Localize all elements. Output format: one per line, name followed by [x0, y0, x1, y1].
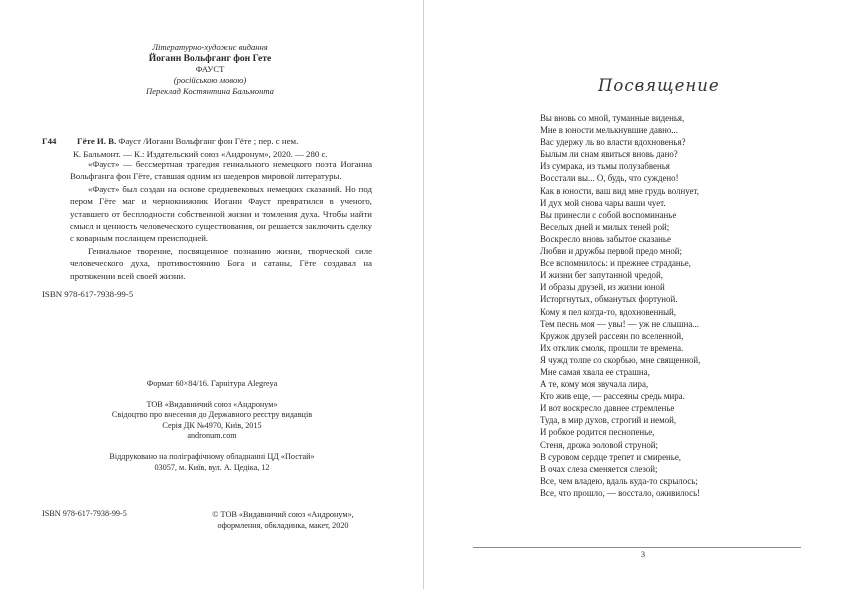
annotation-paragraph-3: Гениальное творение, посвященное познанию жизни, творческой силе человеческого духа, противостоянию Бога и сатаны, Гёте создавал на протяжении всей своей жизни. [70, 245, 372, 281]
classification-code: Г44 [42, 136, 57, 146]
poem-line: А те, кому моя звучала лира, [540, 379, 649, 390]
poem-line: Кому я пел когда-то, вдохновенный, [540, 306, 677, 317]
poem-line: Восстали вы... О, будь, что суждено! [540, 173, 679, 184]
poem-line: В суровом сердце трепет и смиренье, [540, 451, 681, 462]
poem-line: Из сумрака, из тьмы полузабвенья [540, 161, 670, 172]
poem-line: Я чужд толпе со скорбью, мне священной, [540, 354, 701, 365]
poem-line: В очах слеза сменяется слезой; [540, 463, 658, 474]
entry-author: Гёте И. В. [77, 136, 117, 146]
annotation-paragraph-2: «Фауст» был создан на основе средневековых немецких сказаний. Но под пером Гёте маг и чернокнижник Иоганн Фауст превратился в ученого, уставшего от бесплодности собственной жизни и томления духа. Чтобы найти смысл и ценность человеческого существования, он решается заключить сделку с коварным посланцем преисподней. [70, 183, 372, 244]
poem-line: Веселых дней и милых теней рой; [540, 221, 670, 232]
isbn-bottom: ISBN 978-617-7938-99-5 [42, 509, 127, 518]
poem-line: Стеня, дрожа эоловой струной; [540, 439, 658, 450]
publisher-line: ТОВ «Видавничий союз «Андронум» [146, 399, 278, 409]
language-note: (російською мовою) [173, 75, 247, 85]
copyright-line-2: оформлення, обкладинка, макет, 2020 [217, 521, 349, 530]
poem-text [540, 112, 770, 499]
left-page-imprint [0, 0, 423, 589]
poem-line: Былым ли снам явиться вновь дано? [540, 149, 678, 160]
catalog-record [42, 135, 372, 160]
poem-line: Тем песнь моя — увы! — уж не слышна... [540, 318, 699, 329]
certificate-line: Свідоцтво про внесення до Державного реєстру видавців [111, 410, 313, 420]
poem-line: И жизни бег запутанной чредой, [540, 270, 663, 281]
poem-line: Вы вновь со мной, туманные виденья, [540, 113, 685, 123]
footer-rule [473, 547, 801, 548]
edition-type: Літературно-художнє видання [152, 42, 268, 52]
website-line: andronum.com [187, 431, 237, 441]
poem-line: Все, чем владею, вдаль куда-то скрылось; [540, 475, 698, 486]
poem-line: Все вспомнилось: и прежнее страданье, [540, 258, 691, 269]
poem-line: Вы принесли с собой воспоминанье [540, 209, 677, 220]
bibliographic-entry [73, 135, 372, 160]
imprint-heading [95, 42, 325, 97]
format-line: Формат 60×84/16. Гарнітура Alegreya [146, 379, 278, 388]
series-number-line: Серія ДК №4970, Київ, 2015 [162, 420, 262, 430]
copyright-notice [198, 509, 368, 531]
annotation [70, 158, 372, 282]
address-line: 03057, м. Київ, вул. А. Цедіка, 12 [154, 462, 270, 472]
page-number: 3 [640, 550, 646, 559]
translator-credit: Переклад Костянтина Бальмонта [146, 86, 274, 96]
poem-line: И робкое родится песнопенье, [540, 427, 655, 438]
poem-line: Туда, в мир духов, строгий и немой, [540, 415, 677, 426]
poem-line: И вот воскресло давнее стремленье [540, 403, 675, 414]
poem-line: Кто жив еще, — рассеяны средь мира. [540, 391, 685, 402]
annotation-paragraph-1: «Фауст» — бессмертная трагедия гениального немецкого поэта Иоганна Вольфганга фон Гёте, ставшая одним из шедевров мировой литературы. [70, 159, 372, 182]
poem-line: Вас удержу ль во власти вдохновенья? [540, 137, 686, 148]
poem-line: Как в юности, ваш вид мне грудь волнует, [540, 185, 699, 196]
poem-line: Мне самая хвала ее страшна, [540, 366, 650, 377]
poem-line: Мне в юности мелькнувшие давно... [540, 125, 678, 136]
poem-line: Их отклик смолк, прошли те времена. [540, 342, 684, 353]
dedication-title: Посвящение [598, 76, 720, 95]
poem-line: И дух мой снова чары ваши чует. [540, 197, 666, 208]
book-title: ФАУСТ [195, 64, 225, 74]
isbn-top: ISBN 978-617-7938-99-5 [42, 289, 134, 299]
poem-line: Любви и дружбы первой предо мной; [540, 246, 683, 257]
copyright-line-1: © ТОВ «Видавничий союз «Андронум», [212, 510, 354, 519]
printed-line: Віддруковано на поліграфічному обладнанні ЦД «Постай» [109, 451, 315, 461]
poem-line: Исторгнутых, обманутых фортуной. [540, 294, 678, 305]
author-name: Йоганн Вольфганг фон Гете [148, 53, 272, 64]
poem-line: И образы друзей, из жизни юной [540, 282, 665, 293]
poem-line: Воскресло вновь забытое сказанье [540, 233, 671, 244]
poem-line: Все, что прошло, — восстало, оживилось! [540, 487, 701, 498]
poem-line: Кружок друзей рассеян по вселенной, [540, 330, 684, 341]
technical-info [70, 379, 354, 473]
entry-title: Фауст /Иоганн Вольфганг фон Гёте ; пер. с нем. [116, 136, 299, 146]
entry-publication: К. Бальмонт. — К.: Издательский союз «Андронум», 2020. — 280 с. [73, 148, 328, 159]
